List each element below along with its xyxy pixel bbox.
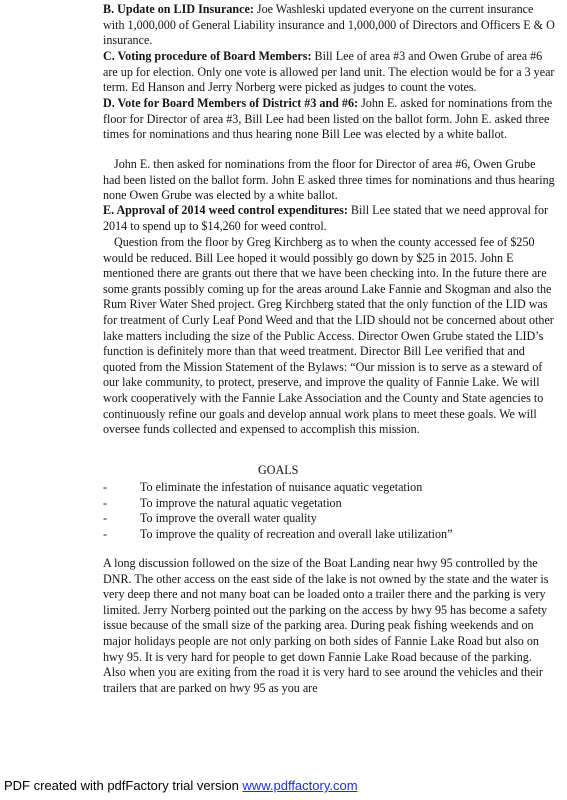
section-e-text: Bill Lee stated that we need approval for 2014 to spend up to $14,260 for weed control. <box>103 203 549 233</box>
goal-text: To improve the natural aquatic vegetation <box>140 495 342 510</box>
footer-text: PDF created with pdfFactory trial version <box>4 778 243 793</box>
section-d <box>103 96 555 143</box>
section-b-heading: B. Update on LID Insurance: <box>103 2 254 16</box>
goal-text: To improve the overall water quality <box>140 511 317 526</box>
section-b-text: Joe Washleski updated everyone on the current insurance with 1,000,000 of General Liability insurance and 1,000,000 of Directors and Officers E & O insurance. <box>103 2 555 48</box>
goal-item <box>103 511 523 527</box>
goal-bullet: - <box>103 511 108 526</box>
goals-heading: GOALS <box>258 463 299 477</box>
goal-bullet: - <box>103 480 108 494</box>
section-d-followup-paragraph: John E. then asked for nominations from the floor for Director of area #6, Owen Grube had been listed on the ballot form. John E asked three times for nominations and thus hearing none Owen Grube was elected by a white ballot. <box>103 157 555 203</box>
boat-landing-paragraph: A long discussion followed on the size of the Boat Landing near hwy 95 controlled by the DNR. The other access on the east side of the lake is not owned by the state and the water is very deep there and not many boat can be loaded onto a trailer there and the parking is very limited. Jerry Norberg pointed out the parking on the access by hwy 95 has become a safety issue because of the small size of the parking area. During peak fishing weekends and on major holidays people are not only parking on both sides of Fannie Lake Road but also on hwy 95. It is very hard for people to get down Fannie Lake Road because of the parking. Also when you are exiting from the road it is very hard to see around the vehicles and their trailers that are parked on hwy 95 as you are <box>103 556 549 695</box>
goal-bullet: - <box>103 495 108 510</box>
section-c-paragraph <box>103 49 555 96</box>
boat-landing-discussion <box>103 556 555 696</box>
section-b-paragraph <box>103 2 555 49</box>
section-c-heading: C. Voting procedure of Board Members: <box>103 49 312 63</box>
section-d-followup <box>103 157 555 204</box>
section-b <box>103 2 555 49</box>
section-d-paragraph <box>103 96 555 143</box>
goal-item <box>103 496 523 512</box>
section-d-text: John E. asked for nominations from the floor for Director of area #3, Bill Lee had been listed on the ballot form. John E. asked three times for nominations and thus hearing none Bill Lee was elected by a white ballot. <box>103 96 553 142</box>
goal-item <box>103 480 523 496</box>
section-e-discussion <box>103 235 555 438</box>
footer-link[interactable]: www.pdffactory.com <box>242 778 358 793</box>
section-c-text: Bill Lee of area #3 and Owen Grube of area #6 are up for election. Only one vote is allowed per land unit. The election would be for a 3 year term. Ed Hanson and Jerry Norberg were picked as judges to count the votes. <box>103 49 555 95</box>
goals-list <box>103 480 523 542</box>
pdf-footer <box>4 778 358 794</box>
goal-item <box>103 527 523 543</box>
section-e-discussion-paragraph: Question from the floor by Greg Kirchberg as to when the county accessed fee of $250 would be reduced. Bill Lee hoped it would possibly go down by $25 in 2015. John E mentioned there are grants out there that we have been checking into. In the future there are some grants possibly coming up for the areas around Lake Fannie and Skogman and also the Rum River Water Shed project. Greg Kirchberg stated that the only function of the LID was for treatment of Curly Leaf Pond Weed and that the LID should not be concerned about other lake matters including the size of the Public Access. Director Owen Grube stated the LID’s function is definitely more than that weed treatment. Director Bill Lee verified that and quoted from the Mission Statement of the Bylaws: “Our mission is to serve as a steward of our lake community, to protect, preserve, and improve the quality of Fannie Lake. We will work cooperatively with the Fannie Lake Association and the County and State agencies to continuously refine our goals and develop annual work plans to meet these goals. We will oversee funds collected and expensed to accomplish this mission. <box>103 235 554 437</box>
goal-text: To eliminate the infestation of nuisance aquatic vegetation <box>140 480 423 494</box>
section-c <box>103 49 555 96</box>
section-e <box>103 203 555 234</box>
goal-bullet: - <box>103 526 108 541</box>
section-e-paragraph <box>103 203 555 234</box>
goal-text: To improve the quality of recreation and overall lake utilization” <box>140 526 453 541</box>
section-d-heading: D. Vote for Board Members of District #3 and #6: <box>103 96 359 110</box>
section-e-heading: E. Approval of 2014 weed control expenditures: <box>103 203 348 217</box>
